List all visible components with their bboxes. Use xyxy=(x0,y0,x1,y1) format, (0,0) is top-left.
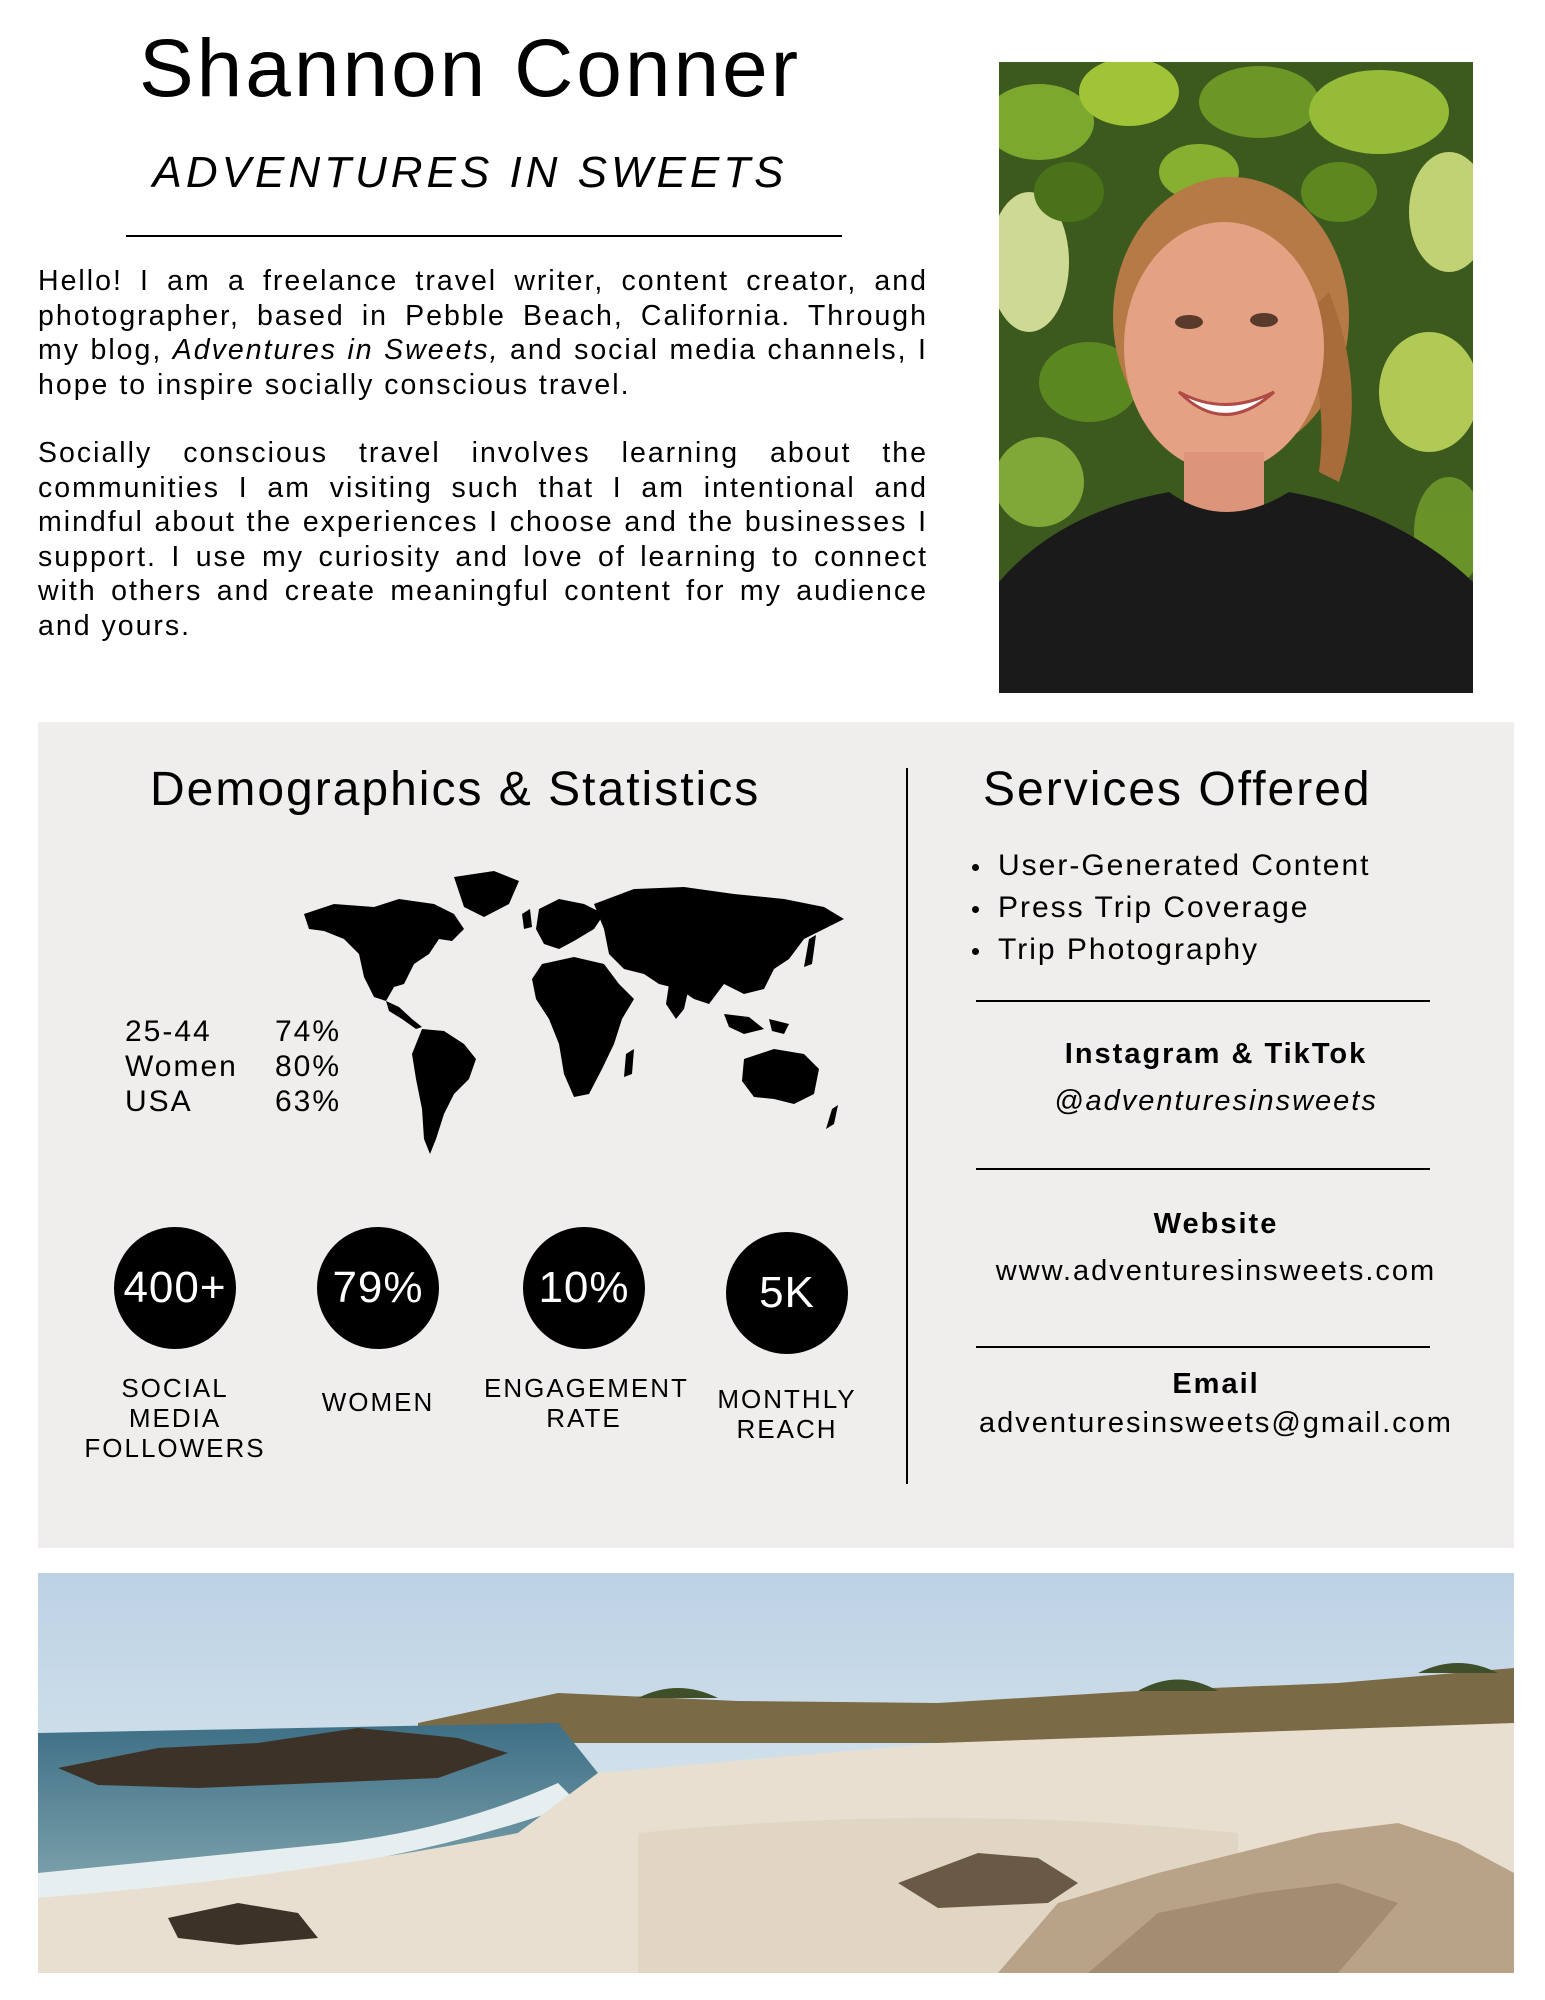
stat-label-line: REACH xyxy=(736,1414,838,1444)
bio-section xyxy=(38,264,928,643)
bio-text-1b: and social media channels, I hope to inspire socially conscious travel. xyxy=(38,334,928,401)
header-divider xyxy=(126,235,842,237)
email-link[interactable]: adventuresinsweets@gmail.com xyxy=(979,1407,1453,1439)
stat-circle: 400+ xyxy=(114,1227,236,1349)
stat-label xyxy=(278,1387,478,1417)
stat-circle: 5K xyxy=(726,1232,848,1354)
blog-tagline: ADVENTURES IN SWEETS xyxy=(152,148,788,197)
social-handle-link[interactable]: @adventuresinsweets xyxy=(1054,1085,1378,1117)
stat-women xyxy=(278,1227,478,1417)
stat-circle: 10% xyxy=(523,1227,645,1349)
column-divider xyxy=(906,768,908,1484)
services-title: Services Offered xyxy=(983,763,1372,816)
bio-text-1a: Hello! I am a freelance travel writer, content creator, and photographer, based in Pebble Beach, California. Through my blog, xyxy=(38,265,928,366)
demo-value: 74% xyxy=(275,1015,342,1048)
stat-label-line: RATE xyxy=(546,1403,622,1433)
demo-value: 63% xyxy=(275,1085,342,1118)
demo-value: 80% xyxy=(275,1050,342,1083)
stat-followers xyxy=(75,1227,275,1463)
bio-paragraph-1 xyxy=(38,264,928,402)
world-map-icon xyxy=(304,869,849,1159)
service-item: Press Trip Coverage xyxy=(970,887,1371,929)
demo-label: 25-44 xyxy=(125,1015,212,1048)
beach-photo xyxy=(38,1573,1514,1973)
stat-monthly-reach xyxy=(687,1232,887,1444)
stat-label-line: MEDIA xyxy=(128,1403,222,1433)
stat-label-line: WOMEN xyxy=(321,1387,435,1417)
stat-label-line: ENGAGEMENT xyxy=(484,1373,689,1403)
portrait-photo xyxy=(999,62,1473,693)
website-contact xyxy=(918,1208,1514,1288)
service-item: User-Generated Content xyxy=(970,845,1371,887)
demo-label: Women xyxy=(125,1050,238,1083)
demographics-table xyxy=(125,1014,341,1119)
social-contact xyxy=(918,1038,1514,1118)
website-link[interactable]: www.adventuresinsweets.com xyxy=(995,1255,1437,1287)
services-list xyxy=(970,845,1371,971)
stat-circle: 79% xyxy=(317,1227,439,1349)
stat-label-line: FOLLOWERS xyxy=(84,1433,266,1463)
services-divider xyxy=(976,1000,1430,1002)
social-heading: Instagram & TikTok xyxy=(1064,1038,1368,1070)
bio-paragraph-2: Socially conscious travel involves learning about the communities I am visiting such that I am intentional and mindful about the experiences I choose and the businesses I support. I use my curiosity and love of learning to connect with others and create meaningful content for my audience and yours. xyxy=(38,437,928,642)
page-title: Shannon Conner xyxy=(138,23,802,114)
stat-label xyxy=(484,1373,689,1433)
service-item: Trip Photography xyxy=(970,929,1371,971)
stat-label-line: MONTHLY xyxy=(717,1384,857,1414)
email-heading: Email xyxy=(1172,1368,1260,1400)
demo-row xyxy=(125,1014,341,1049)
blog-name: Adventures in Sweets, xyxy=(172,334,500,366)
demo-row xyxy=(125,1084,341,1119)
demo-label: USA xyxy=(125,1085,193,1118)
stat-label xyxy=(75,1373,275,1463)
stat-label-line: SOCIAL xyxy=(121,1373,229,1403)
info-panel xyxy=(38,722,1514,1548)
website-divider xyxy=(976,1346,1430,1348)
social-divider xyxy=(976,1168,1430,1170)
website-heading: Website xyxy=(1153,1208,1279,1240)
stat-engagement xyxy=(484,1227,689,1433)
demo-row xyxy=(125,1049,341,1084)
email-contact xyxy=(918,1368,1514,1440)
demographics-title: Demographics & Statistics xyxy=(150,763,761,816)
stat-label xyxy=(687,1384,887,1444)
